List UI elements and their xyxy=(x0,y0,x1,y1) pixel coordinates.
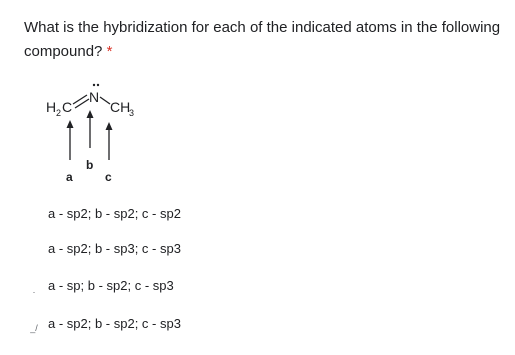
radio-marker-icon[interactable] xyxy=(24,238,44,258)
option-3-label[interactable]: a - sp; b - sp2; c - sp3 xyxy=(48,277,174,293)
atom-ch3-subscript: 3 xyxy=(129,108,135,118)
label-b: b xyxy=(86,158,94,172)
atom-c-right: CH xyxy=(110,99,131,115)
option-4[interactable] xyxy=(24,311,181,335)
required-asterisk: * xyxy=(106,43,113,60)
option-3[interactable] xyxy=(24,273,174,297)
option-4-label[interactable]: a - sp2; b - sp2; c - sp3 xyxy=(48,315,181,331)
atom-h2c-subscript: 2 xyxy=(56,108,62,118)
option-1[interactable] xyxy=(24,201,181,225)
option-1-label[interactable]: a - sp2; b - sp2; c - sp2 xyxy=(48,205,181,221)
radio-marker-icon[interactable] xyxy=(24,203,44,223)
label-a: a xyxy=(66,170,73,184)
radio-marker-icon[interactable]: _/ xyxy=(30,323,38,333)
option-2-label[interactable]: a - sp2; b - sp3; c - sp3 xyxy=(48,240,181,256)
atom-n: N xyxy=(89,89,100,105)
atom-h2c: H xyxy=(46,99,57,115)
label-c: c xyxy=(105,170,112,184)
radio-marker-icon[interactable]: . xyxy=(32,285,36,295)
option-2[interactable] xyxy=(24,236,181,260)
atom-c-left: C xyxy=(62,99,73,115)
question-text: What is the hybridization for each of the indicated atoms in the following compound? xyxy=(24,19,501,60)
